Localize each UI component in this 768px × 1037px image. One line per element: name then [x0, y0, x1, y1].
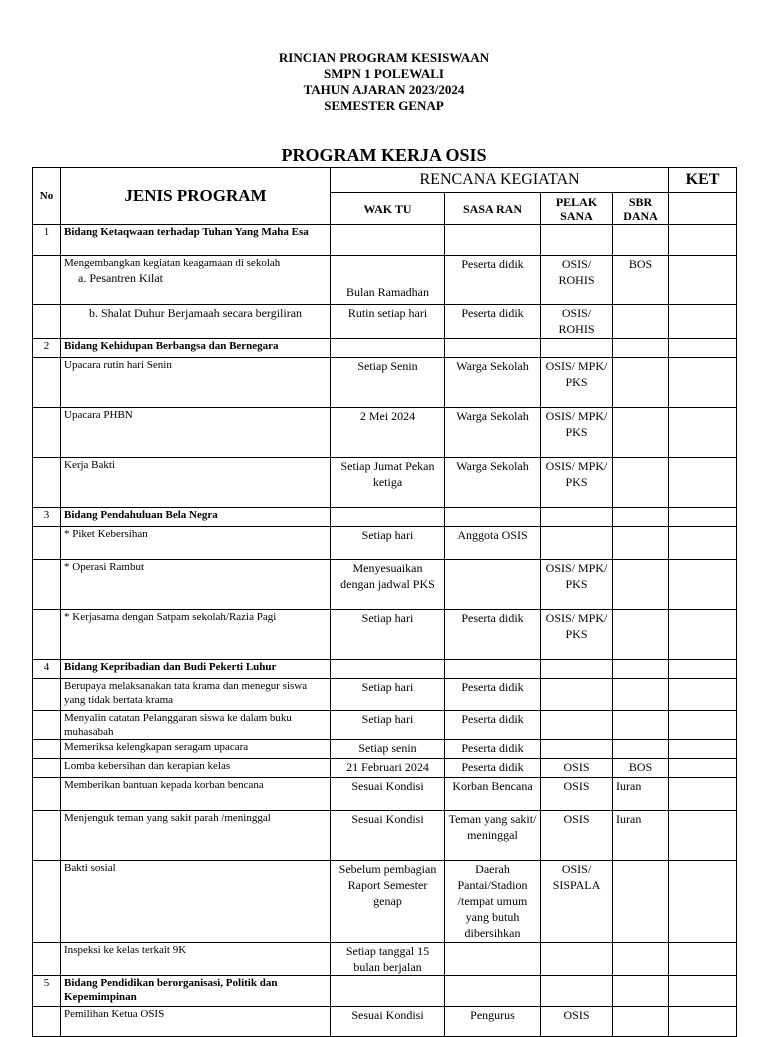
- header-line-4: SEMESTER GENAP: [324, 98, 444, 113]
- pelaksana-cell: OSIS/ ROHIS: [541, 256, 613, 305]
- waktu-cell: Sesuai Kondisi: [331, 778, 445, 811]
- section-title: Bidang Kehidupan Berbangsa dan Bernegara: [61, 339, 331, 358]
- sasaran-cell: Peserta didik: [445, 711, 541, 740]
- pelaksana-cell: OSIS: [541, 1007, 613, 1037]
- waktu-cell: Setiap senin: [331, 740, 445, 759]
- sasaran-cell: Peserta didik: [445, 679, 541, 711]
- row-number: 1: [33, 225, 61, 256]
- sasaran-cell: Warga Sekolah: [445, 358, 541, 408]
- program-cell: [61, 256, 331, 305]
- sasaran-cell: Korban Bencana: [445, 778, 541, 811]
- table-row: [33, 740, 737, 759]
- waktu-cell: Sesuai Kondisi: [331, 811, 445, 861]
- program-item: * Piket Kebersihan: [61, 527, 331, 560]
- table-row: [33, 508, 737, 527]
- pelaksana-cell: OSIS: [541, 811, 613, 861]
- table-row: [33, 339, 737, 358]
- sasaran-cell: Anggota OSIS: [445, 527, 541, 560]
- waktu-cell: Setiap tanggal 15 bulan berjalan: [331, 943, 445, 976]
- waktu-cell: Setiap hari: [331, 610, 445, 660]
- waktu-cell: Menyesuaikan dengan jadwal PKS: [331, 560, 445, 610]
- waktu-cell: Setiap hari: [331, 527, 445, 560]
- table-row: [33, 1007, 737, 1037]
- program-item: Menjenguk teman yang sakit parah /meninggal: [61, 811, 331, 861]
- table-row: [33, 458, 737, 508]
- sasaran-cell: Warga Sekolah: [445, 408, 541, 458]
- header-ket: KET: [669, 168, 737, 193]
- header-jenis-program: JENIS PROGRAM: [61, 168, 331, 225]
- sasaran-cell: Peserta didik: [445, 305, 541, 339]
- sasaran-cell: Teman yang sakit/ meninggal: [445, 811, 541, 861]
- waktu-cell: Setiap hari: [331, 679, 445, 711]
- header-pelaksana: PELAK SANA: [541, 193, 613, 225]
- waktu-cell: 2 Mei 2024: [331, 408, 445, 458]
- header-no: No: [33, 168, 61, 225]
- section-title: Bidang Kepribadian dan Budi Pekerti Luhur: [61, 660, 331, 679]
- header-waktu: WAK TU: [331, 193, 445, 225]
- header-sasaran: SASA RAN: [445, 193, 541, 225]
- table-header-row-1: [33, 168, 737, 193]
- program-item: Kerja Bakti: [61, 458, 331, 508]
- table-row: [33, 358, 737, 408]
- pelaksana-cell: OSIS: [541, 759, 613, 778]
- section-title: Bidang Pendidikan berorganisasi, Politik dan Kepemimpinan: [61, 976, 331, 1007]
- header-line-3: TAHUN AJARAN 2023/2024: [303, 82, 465, 97]
- pelaksana-cell: OSIS/ ROHIS: [541, 305, 613, 339]
- header-sbr-dana: SBR DANA: [613, 193, 669, 225]
- header-ket-empty: [669, 193, 737, 225]
- program-item: Upacara PHBN: [61, 408, 331, 458]
- table-row: [33, 305, 737, 339]
- waktu-cell: Setiap Senin: [331, 358, 445, 408]
- sasaran-cell: Peserta didik: [445, 610, 541, 660]
- sasaran-cell: Warga Sekolah: [445, 458, 541, 508]
- sasaran-cell: Peserta didik: [445, 759, 541, 778]
- dana-cell: BOS: [613, 256, 669, 305]
- table-row: [33, 408, 737, 458]
- row-number: 4: [33, 660, 61, 679]
- waktu-cell: Setiap hari: [331, 711, 445, 740]
- table-row: [33, 679, 737, 711]
- program-item: Bakti sosial: [61, 861, 331, 943]
- table-row: [33, 711, 737, 740]
- table-row: [33, 759, 737, 778]
- pelaksana-cell: OSIS: [541, 778, 613, 811]
- sasaran-cell: Peserta didik: [445, 256, 541, 305]
- waktu-cell: Sebelum pembagian Raport Semester genap: [331, 861, 445, 943]
- program-item: * Kerjasama dengan Satpam sekolah/Razia Pagi: [61, 610, 331, 660]
- program-item: * Operasi Rambut: [61, 560, 331, 610]
- sasaran-cell: Peserta didik: [445, 740, 541, 759]
- program-title: PROGRAM KERJA OSIS: [281, 145, 487, 165]
- section-title: Bidang Pendahuluan Bela Negra: [61, 508, 331, 527]
- pelaksana-cell: OSIS/ MPK/ PKS: [541, 458, 613, 508]
- program-item: Pemilihan Ketua OSIS: [61, 1007, 331, 1037]
- table-row: [33, 256, 737, 305]
- row-number: 5: [33, 976, 61, 1007]
- program-intro: Mengembangkan kegiatan keagamaan di sekolah: [64, 257, 281, 269]
- table-row: [33, 778, 737, 811]
- dana-cell: Iuran: [613, 778, 669, 811]
- dana-cell: BOS: [613, 759, 669, 778]
- table-row: [33, 976, 737, 1007]
- header-line-2: SMPN 1 POLEWALI: [324, 66, 444, 81]
- waktu-cell: Setiap Jumat Pekan ketiga: [331, 458, 445, 508]
- sasaran-cell: Daerah Pantai/Stadion /tempat umum yang butuh dibersihkan: [445, 861, 541, 943]
- waktu-cell: Rutin setiap hari: [331, 305, 445, 339]
- sasaran-cell: Pengurus: [445, 1007, 541, 1037]
- program-item: Upacara rutin hari Senin: [61, 358, 331, 408]
- table-row: [33, 861, 737, 943]
- waktu-cell: Bulan Ramadhan: [331, 256, 445, 305]
- program-item: Menyalin catatan Pelanggaran siswa ke dalam buku muhasabah: [61, 711, 331, 740]
- pelaksana-cell: OSIS/ MPK/ PKS: [541, 610, 613, 660]
- program-item: a. Pesantren Kilat: [78, 271, 163, 285]
- table-row: [33, 560, 737, 610]
- program-item: Memeriksa kelengkapan seragam upacara: [61, 740, 331, 759]
- dana-cell: Iuran: [613, 811, 669, 861]
- table-row: [33, 811, 737, 861]
- table-row: [33, 943, 737, 976]
- row-number: 2: [33, 339, 61, 358]
- program-item: Lomba kebersihan dan kerapian kelas: [61, 759, 331, 778]
- pelaksana-cell: OSIS/ MPK/ PKS: [541, 560, 613, 610]
- pelaksana-cell: OSIS/ SISPALA: [541, 861, 613, 943]
- document-header: [0, 50, 768, 114]
- row-number: 3: [33, 508, 61, 527]
- table-row: [33, 660, 737, 679]
- table-row: [33, 610, 737, 660]
- pelaksana-cell: OSIS/ MPK/ PKS: [541, 408, 613, 458]
- table-row: [33, 527, 737, 560]
- program-item: Memberikan bantuan kepada korban bencana: [61, 778, 331, 811]
- header-line-1: RINCIAN PROGRAM KESISWAAN: [278, 50, 490, 65]
- program-item: Berupaya melaksanakan tata krama dan menegur siswa yang tidak bertata krama: [61, 679, 331, 711]
- section-title: Bidang Ketaqwaan terhadap Tuhan Yang Maha Esa: [61, 225, 331, 256]
- header-rencana-kegiatan: RENCANA KEGIATAN: [331, 168, 669, 193]
- program-item: b. Shalat Duhur Berjamaah secara bergiliran: [61, 305, 331, 339]
- table-row: [33, 225, 737, 256]
- waktu-cell: 21 Februari 2024: [331, 759, 445, 778]
- program-table: [32, 167, 737, 1037]
- program-item: Inspeksi ke kelas terkait 9K: [61, 943, 331, 976]
- pelaksana-cell: OSIS/ MPK/ PKS: [541, 358, 613, 408]
- waktu-cell: Sesuai Kondisi: [331, 1007, 445, 1037]
